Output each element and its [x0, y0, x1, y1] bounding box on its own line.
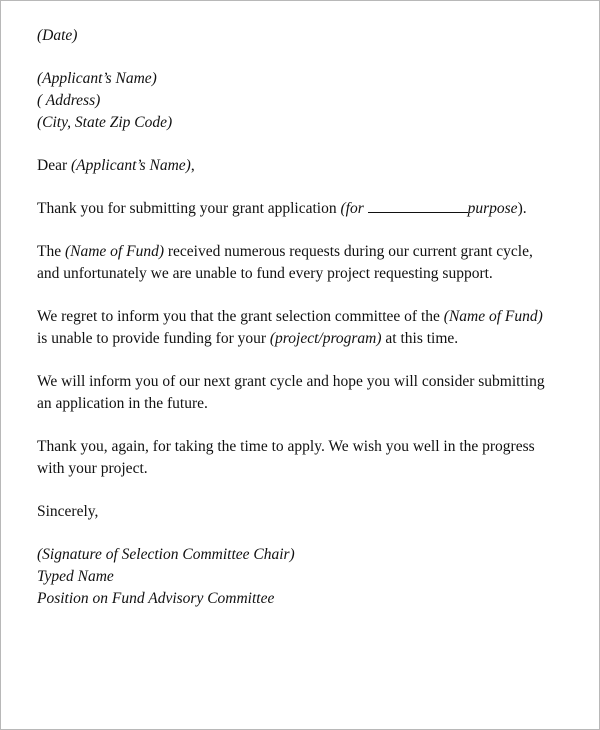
signature-placeholder: (Signature of Selection Committee Chair) [37, 546, 295, 563]
salutation-suffix: , [190, 157, 195, 174]
letter-body [37, 25, 557, 631]
salutation-prefix: Dear [37, 157, 71, 174]
closing: Sincerely, [37, 503, 99, 520]
p3-text3: at this time. [381, 330, 459, 347]
paragraph-fund-requests [37, 241, 557, 285]
date-line [37, 25, 557, 47]
paragraph-regret [37, 306, 557, 350]
p2-prefix: The [37, 243, 65, 260]
position-placeholder: Position on Fund Advisory Committee [37, 590, 275, 607]
applicant-name-placeholder: (Applicant’s Name) [37, 70, 157, 87]
city-state-zip-placeholder: (City, State Zip Code) [37, 114, 173, 131]
paragraph-next-cycle: We will inform you of our next grant cycle and hope you will consider submitting an application in the future. [37, 373, 545, 412]
paragraph-thanks [37, 198, 557, 220]
p1-for: (for [340, 200, 368, 217]
paragraph-thanks-again: Thank you, again, for taking the time to apply. We wish you well in the progress with your project. [37, 438, 535, 477]
address-block [37, 68, 557, 134]
p2-text: received numerous requests during our current grant cycle, and unfortunately we are unable to fund every project requesting support. [37, 243, 533, 282]
date-placeholder: (Date) [37, 27, 78, 44]
p1-end: ). [517, 200, 527, 217]
p3-project: (project/program) [269, 330, 382, 347]
p3-text1: We regret to inform you that the grant selection committee of the [37, 308, 444, 325]
p2-fund: (Name of Fund) [64, 243, 164, 260]
p1-purpose: purpose [467, 200, 518, 217]
p1-text: Thank you for submitting your grant application [37, 200, 341, 217]
typed-name-placeholder: Typed Name [37, 568, 114, 585]
signature-block [37, 544, 557, 610]
salutation [37, 155, 557, 177]
p3-text2: is unable to provide funding for your [37, 330, 270, 347]
salutation-name: (Applicant’s Name) [71, 157, 191, 174]
address-placeholder: ( Address) [37, 92, 101, 109]
p3-fund: (Name of Fund) [443, 308, 543, 325]
purpose-blank-line [368, 198, 468, 213]
